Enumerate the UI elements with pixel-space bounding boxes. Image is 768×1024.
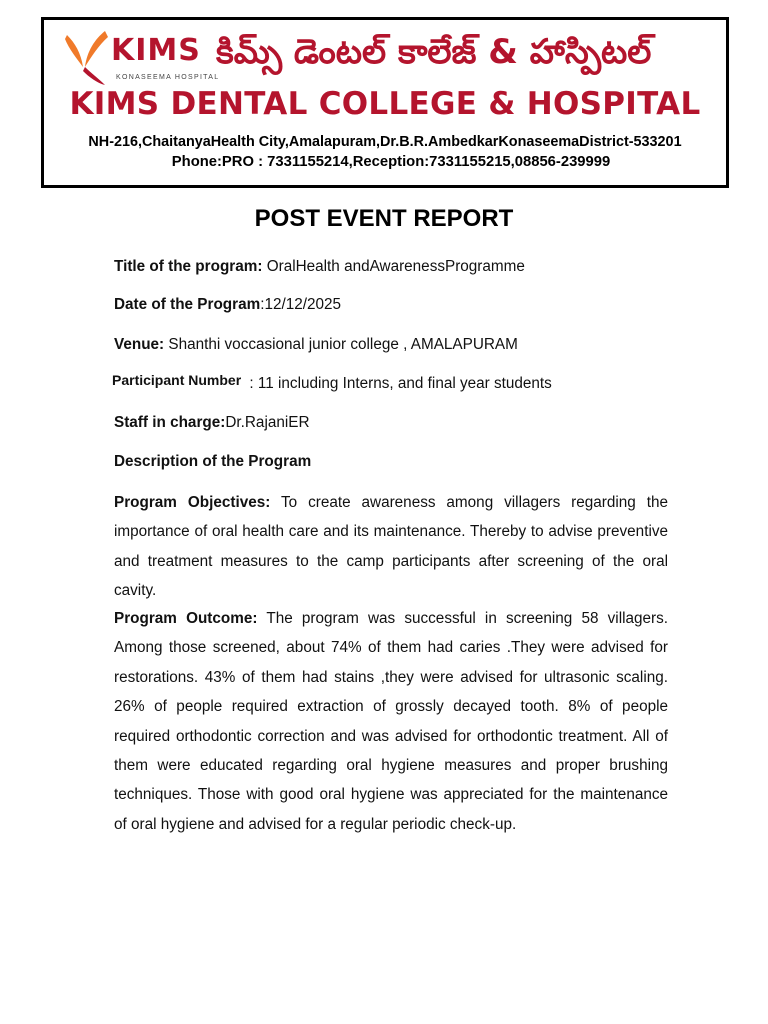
- staff-value: Dr.RajaniER: [225, 414, 310, 431]
- program-title-value: OralHealth andAwarenessProgramme: [266, 258, 525, 275]
- institution-name: KIMS DENTAL COLLEGE & HOSPITAL: [69, 86, 701, 122]
- program-title-label: Title of the program:: [114, 258, 263, 275]
- participants-label: Participant Number: [112, 372, 242, 388]
- staff-field: [114, 413, 310, 433]
- program-objectives: [114, 488, 668, 606]
- description-heading: Description of the Program: [114, 453, 312, 470]
- participants-value: : 11 including Interns, and final year students: [249, 375, 552, 392]
- participants-field: [112, 373, 552, 394]
- program-date-label: Date of the Program: [114, 296, 261, 313]
- telugu-institution-name: కిమ్స్ డెంటల్ కాలేజ్ & హాస్పిటల్: [216, 32, 652, 72]
- objectives-text: To create awareness among villagers regarding the importance of oral health care and its maintenance. Thereby to advise preventive and treatment measures to the camp participants after screening of the oral cavity.: [114, 494, 669, 600]
- objectives-label: Program Objectives:: [114, 494, 271, 511]
- kims-logo-icon: [61, 29, 111, 87]
- program-title-field: [114, 257, 525, 277]
- program-date-value: :12/12/2025: [260, 296, 342, 313]
- letterhead: [41, 17, 729, 188]
- report-heading: POST EVENT REPORT: [254, 205, 514, 232]
- logo-subtitle: KONASEEMA HOSPITAL: [116, 74, 220, 81]
- venue-value: Shanthi voccasional junior college , AMALAPURAM: [168, 336, 518, 353]
- staff-label: Staff in charge:: [114, 414, 226, 431]
- venue-field: [114, 335, 518, 355]
- program-outcome: [114, 604, 668, 839]
- institution-phone: Phone:PRO : 7331155214,Reception:7331155215,08856-239999: [171, 154, 611, 170]
- logo-wordmark: KIMS: [111, 33, 201, 68]
- outcome-text: The program was successful in screening 58 villagers. Among those screened, about 74% of them had caries .They were advised for restorations. 43% of them had stains ,they were advised for ultrasonic scaling. 26% of people required extraction of grossly decayed tooth. 8% of people required orthodontic correction and was advised for orthodontic treatment. All of them were educated regarding oral hygiene measures and proper brushing techniques. Those with good oral hygiene was appreciated for the maintenance of oral hygiene and advised for a regular periodic check-up.: [114, 610, 669, 833]
- institution-address: NH-216,ChaitanyaHealth City,Amalapuram,Dr.B.R.AmbedkarKonaseemaDistrict-533201: [88, 134, 682, 150]
- outcome-label: Program Outcome:: [114, 610, 258, 627]
- program-date-field: [114, 295, 341, 315]
- venue-label: Venue:: [114, 336, 165, 353]
